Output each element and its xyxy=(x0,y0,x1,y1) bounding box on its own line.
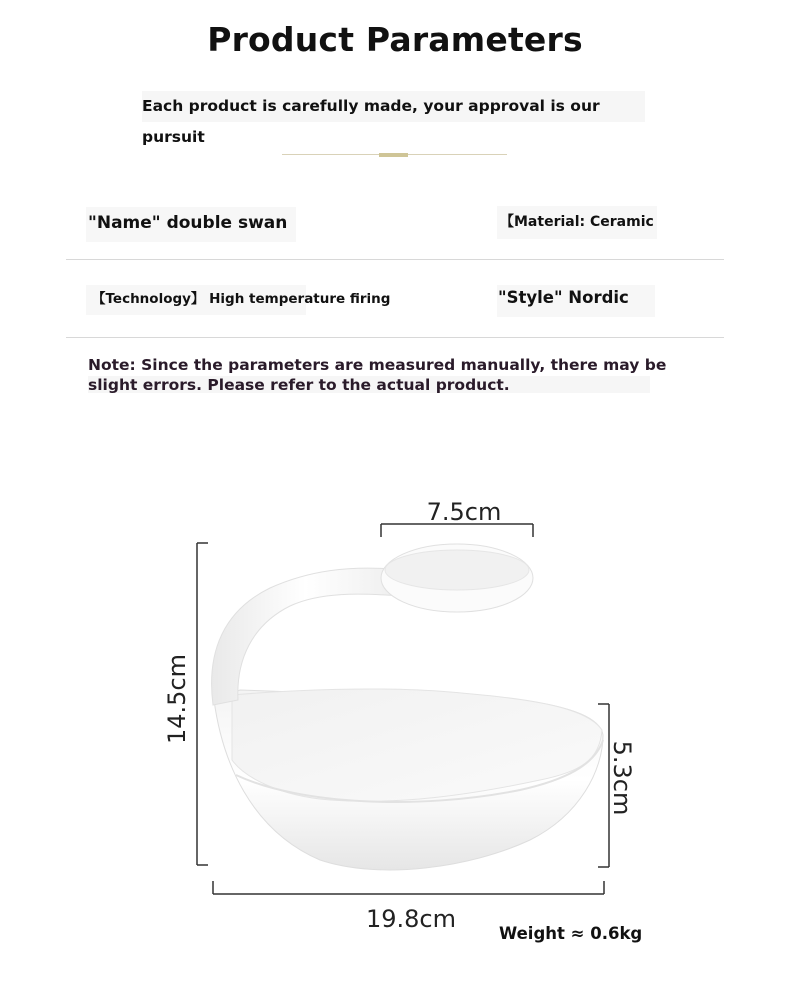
dim-height: 14.5cm xyxy=(163,653,191,745)
page-subtitle xyxy=(142,91,645,146)
param-name: "Name" double swan xyxy=(86,207,296,242)
param-technology: 【Technology】 High temperature firing xyxy=(86,285,306,315)
row-divider xyxy=(66,337,724,338)
weight-label: Weight ≈ 0.6kg xyxy=(499,924,643,943)
param-style: "Style" Nordic xyxy=(497,285,655,317)
param-material: 【Material: Ceramic xyxy=(497,206,657,239)
page-title: Product Parameters xyxy=(207,20,583,59)
decorative-accent-bar xyxy=(379,153,408,157)
dim-bowl-height: 5.3cm xyxy=(608,740,636,816)
row-divider xyxy=(66,259,724,260)
product-dimension-illustration xyxy=(0,490,790,950)
dim-top-width: 7.5cm xyxy=(426,498,502,526)
subtitle-text: Each product is carefully made, your approval is our pursuit xyxy=(142,97,600,146)
dim-width: 19.8cm xyxy=(365,905,457,933)
measurement-note: Note: Since the parameters are measured manually, there may be slight errors. Please refer to the actual product. xyxy=(88,356,667,394)
swan-neck xyxy=(212,568,400,705)
